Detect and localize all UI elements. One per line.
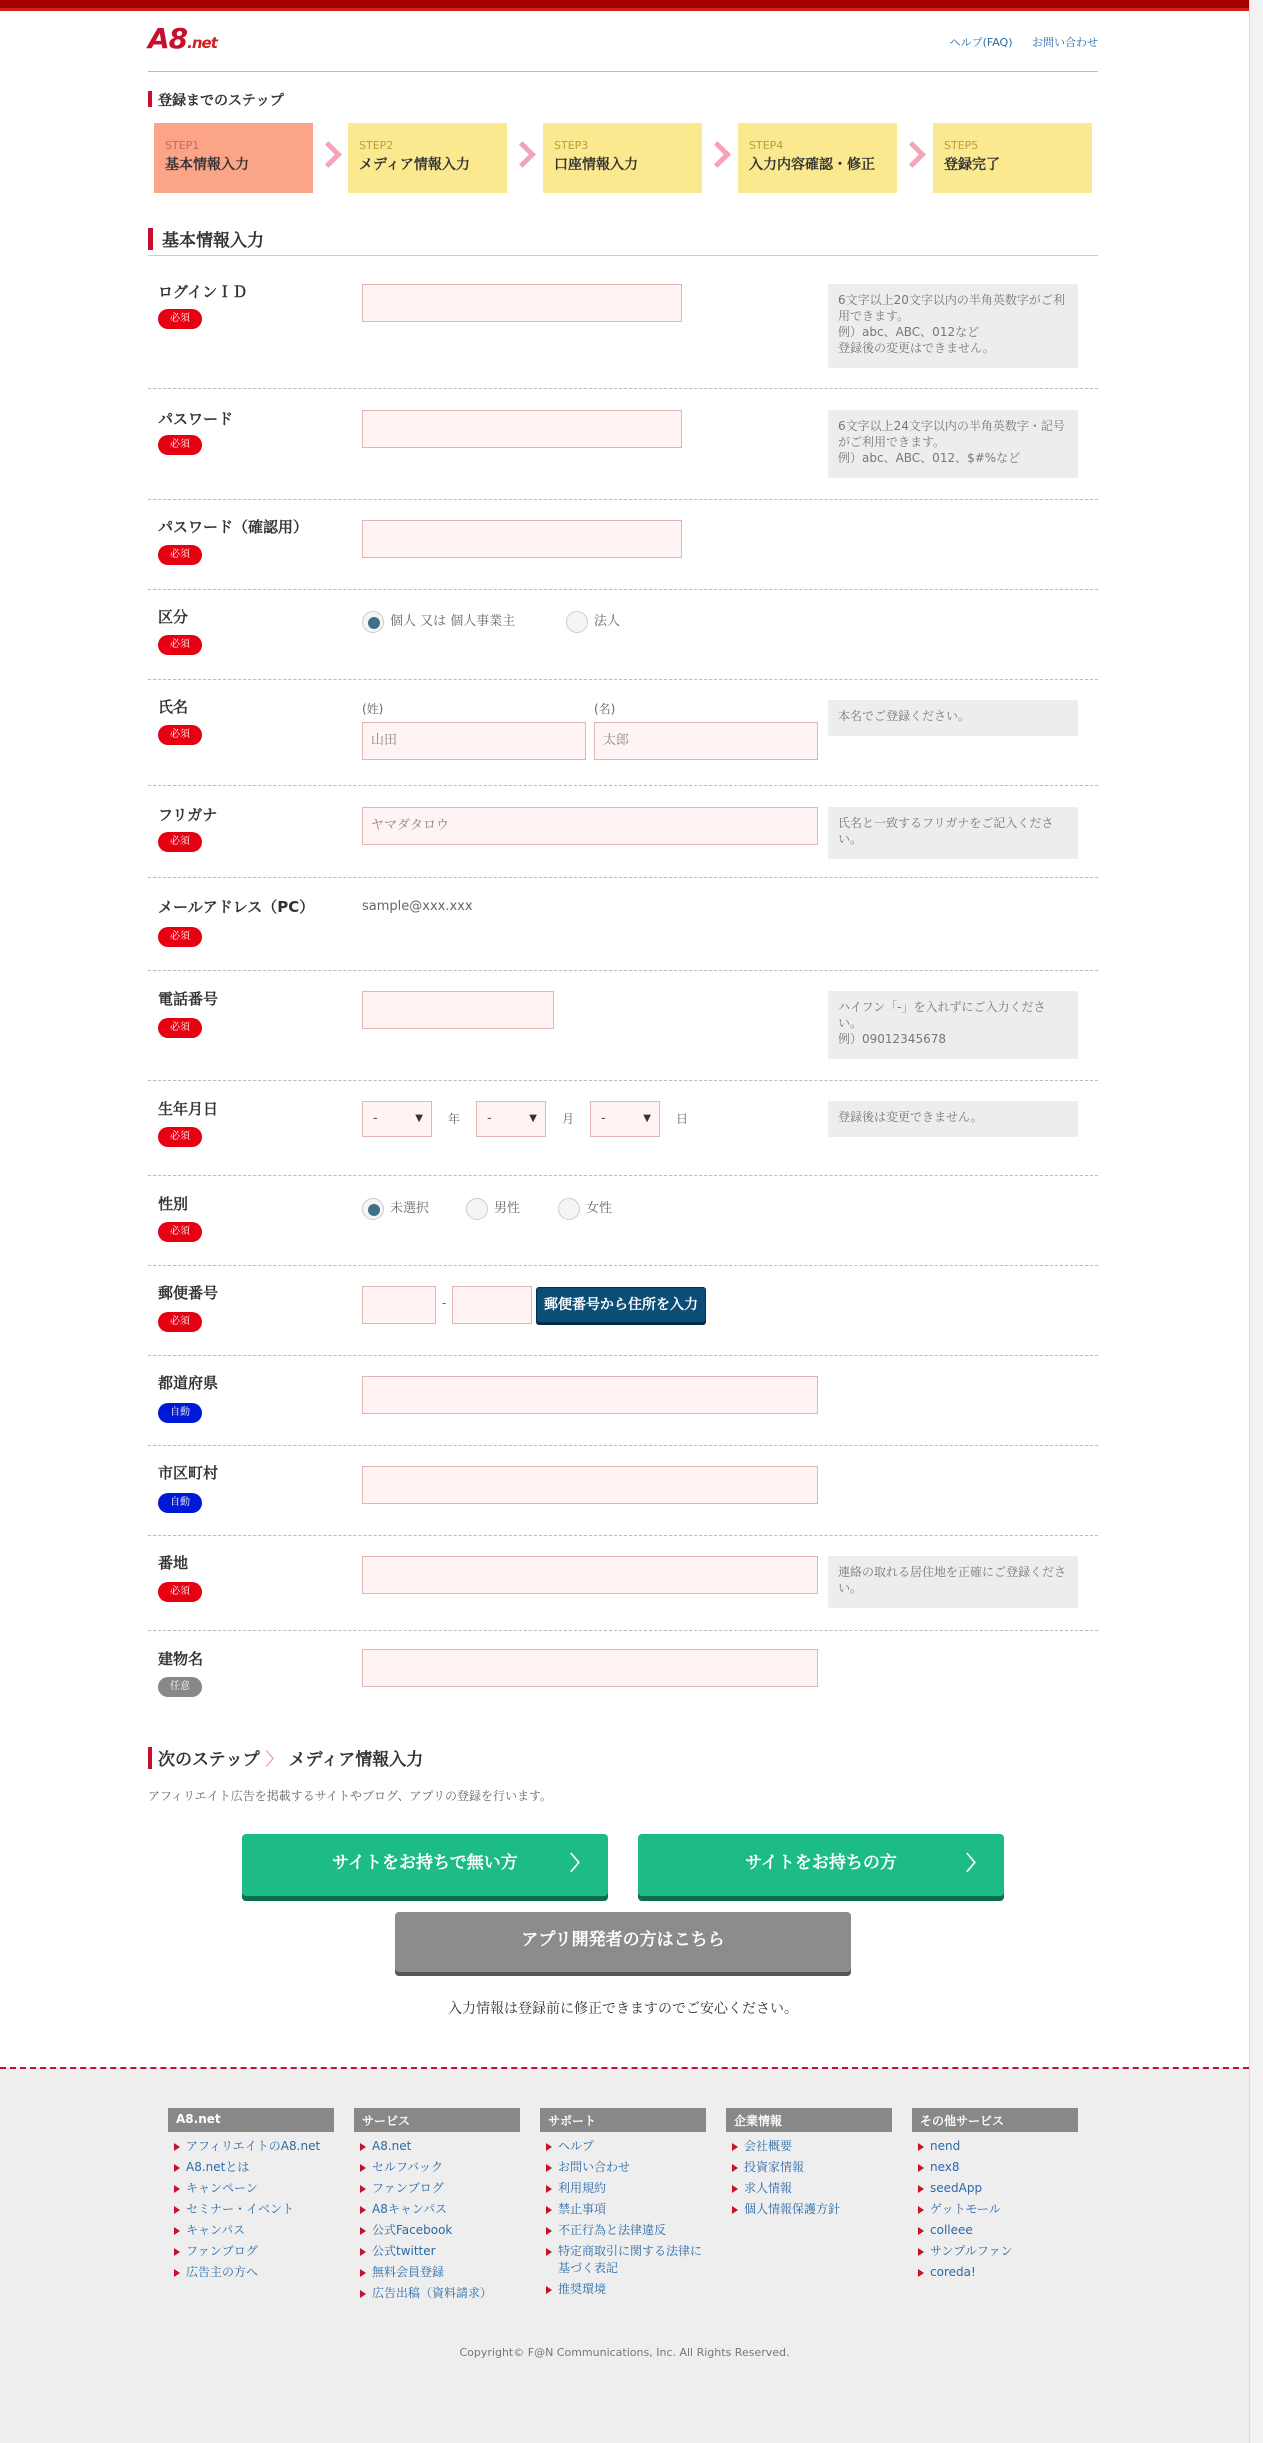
gender-female-radio[interactable] [558, 1197, 612, 1220]
required-badge: 必須 [158, 545, 202, 565]
login-id-label: ログインＩＤ [158, 283, 248, 301]
furigana-row [148, 786, 1098, 878]
zip-lookup-button[interactable]: 郵便番号から住所を入力 [536, 1287, 706, 1323]
footer-link[interactable]: 個人情報保護方針 [726, 2199, 892, 2220]
help-link[interactable]: ヘルプ(FAQ) [949, 36, 1013, 49]
birth-day-select[interactable]: - ▼ [590, 1101, 660, 1137]
footer-col-title: その他サービス [912, 2108, 1078, 2132]
city-label: 市区町村 [158, 1464, 219, 1482]
birthdate-row [148, 1081, 1098, 1176]
logo-text: A8 [148, 22, 188, 55]
required-badge: 必須 [158, 309, 202, 329]
footer-link[interactable]: 特定商取引に関する法律に基づく表記 [540, 2241, 706, 2279]
footer-link[interactable]: セミナー・イベント [168, 2199, 334, 2220]
birth-month-select[interactable]: - ▼ [476, 1101, 546, 1137]
furigana-note: 氏名と一致するフリガナをご記入ください。 [828, 807, 1078, 859]
name-label: 氏名 [158, 698, 189, 716]
top-bar [0, 0, 1263, 11]
next-step-heading [148, 1745, 423, 1770]
footer-col-other-services [912, 2108, 1078, 2283]
password-label: パスワード [158, 410, 234, 428]
required-badge: 必須 [158, 1018, 202, 1038]
footer-link[interactable]: 投資家情報 [726, 2157, 892, 2178]
footer-col-support [540, 2108, 706, 2300]
type-individual-radio[interactable] [362, 610, 515, 633]
city-row [148, 1446, 1098, 1536]
day-unit: 日 [676, 1112, 689, 1126]
radio-label: 個人 又は 個人事業主 [390, 614, 516, 629]
building-label: 建物名 [158, 1650, 204, 1668]
a8net-logo[interactable] [148, 22, 217, 55]
step-label: 入力内容確認・修正 [749, 157, 875, 173]
button-label: サイトをお持ちで無い方 [332, 1853, 518, 1873]
footer-link[interactable]: 公式twitter [354, 2241, 520, 2262]
step-2 [348, 123, 507, 193]
building-row [148, 1631, 1098, 1721]
step-5 [933, 123, 1092, 193]
footer-link[interactable]: 禁止事項 [540, 2199, 706, 2220]
prefecture-row [148, 1356, 1098, 1446]
header-divider [148, 71, 1098, 72]
zip-dash: - [442, 1296, 447, 1310]
next-title: メディア情報入力 [288, 1750, 424, 1770]
email-label: メールアドレス（PC） [158, 898, 315, 916]
birthdate-note: 登録後は変更できません。 [828, 1101, 1078, 1137]
furigana-input[interactable]: ヤマダタロウ [362, 807, 818, 845]
building-input[interactable] [362, 1649, 818, 1687]
email-value: sample@xxx.xxx [362, 899, 473, 914]
required-badge: 必須 [158, 1582, 202, 1602]
footer-col-title: サービス [354, 2108, 520, 2132]
last-name-sublabel: (姓) [362, 702, 384, 716]
gender-label: 性別 [158, 1195, 189, 1213]
required-badge: 必須 [158, 635, 202, 655]
footer [0, 2067, 1249, 2443]
auto-badge: 自動 [158, 1493, 202, 1513]
first-name-sublabel: (名) [594, 702, 616, 716]
phone-label: 電話番号 [158, 990, 219, 1008]
radio-icon [566, 611, 588, 633]
step-num: STEP4 [749, 139, 784, 152]
required-badge: 必須 [158, 725, 202, 745]
year-unit: 年 [448, 1112, 461, 1126]
footer-col-company [726, 2108, 892, 2220]
footer-link[interactable]: A8キャンパス [354, 2199, 520, 2220]
gender-male-radio[interactable] [466, 1197, 520, 1220]
first-name-input[interactable]: 太郎 [594, 722, 818, 760]
footer-link[interactable]: 公式Facebook [354, 2220, 520, 2241]
optional-badge: 任意 [158, 1677, 202, 1697]
footer-link[interactable]: 不正行為と法律違反 [540, 2220, 706, 2241]
footer-link[interactable]: 無料会員登録 [354, 2262, 520, 2283]
password-row [148, 389, 1098, 500]
step-4 [738, 123, 897, 193]
form-title: 基本情報入力 [148, 226, 1098, 256]
birth-year-select[interactable]: - ▼ [362, 1101, 432, 1137]
type-row [148, 590, 1098, 680]
birthdate-label: 生年月日 [158, 1100, 219, 1118]
logo-suffix: .net [187, 34, 217, 52]
step-label: 口座情報入力 [554, 157, 638, 173]
footer-link[interactable]: キャンペーン [168, 2178, 334, 2199]
footer-link[interactable]: coreda! [912, 2262, 1078, 2283]
footer-link[interactable]: ゲットモール [912, 2199, 1078, 2220]
footer-link[interactable]: colleee [912, 2220, 1078, 2241]
radio-selected-icon [362, 1198, 384, 1220]
footer-link[interactable]: nex8 [912, 2157, 1078, 2178]
footer-link[interactable]: アフィリエイトのA8.net [168, 2136, 334, 2157]
footer-col-title: A8.net [168, 2108, 334, 2132]
footer-link[interactable]: 広告主の方へ [168, 2262, 334, 2283]
zip-row [148, 1266, 1098, 1356]
footer-col-title: 企業情報 [726, 2108, 892, 2132]
footer-link[interactable]: サンプルファン [912, 2241, 1078, 2262]
type-corporation-radio[interactable] [566, 610, 620, 633]
footer-link[interactable]: 推奨環境 [540, 2279, 706, 2300]
address-input[interactable] [362, 1556, 818, 1594]
month-unit: 月 [562, 1112, 575, 1126]
footer-link[interactable]: 会社概要 [726, 2136, 892, 2157]
step-label: 基本情報入力 [165, 157, 249, 173]
gender-unselected-radio[interactable] [362, 1197, 429, 1220]
footer-col-a8net [168, 2108, 334, 2283]
reassurance-text: 入力情報は登録前に修正できますのでご安心ください。 [448, 2001, 798, 2017]
footer-link[interactable]: キャンパス [168, 2220, 334, 2241]
app-developer-button[interactable]: アプリ開発者の方はこちら [395, 1912, 851, 1972]
required-badge: 必須 [158, 1312, 202, 1332]
step-3 [543, 123, 702, 193]
step-num: STEP1 [165, 139, 200, 152]
type-label: 区分 [158, 608, 189, 626]
email-row [148, 878, 1098, 971]
step-num: STEP5 [944, 139, 979, 152]
footer-link[interactable]: A8.net [354, 2136, 520, 2157]
footer-link[interactable]: 広告出稿（資料請求） [354, 2283, 520, 2304]
radio-label: 男性 [494, 1201, 521, 1216]
chevron-right-icon: 〉 [265, 1750, 283, 1770]
next-step-description: アフィリエイト広告を掲載するサイトやブログ、アプリの登録を行います。 [148, 1789, 553, 1803]
radio-label: 女性 [586, 1201, 613, 1216]
prefecture-input[interactable] [362, 1376, 818, 1414]
phone-note: ハイフン「-」を入れずにご入力ください。 例）09012345678 [828, 991, 1078, 1059]
zip-label: 郵便番号 [158, 1284, 219, 1302]
footer-link[interactable]: ファンブログ [168, 2241, 334, 2262]
required-badge: 必須 [158, 1222, 202, 1242]
steps-heading: 登録までのステップ [148, 90, 284, 110]
chevron-right-icon: 〉 [570, 1851, 590, 1875]
gender-row [148, 1176, 1098, 1266]
footer-link[interactable]: A8.netとは [168, 2157, 334, 2178]
footer-link[interactable]: お問い合わせ [540, 2157, 706, 2178]
footer-link[interactable]: 求人情報 [726, 2178, 892, 2199]
zip-second-input[interactable] [452, 1286, 532, 1324]
required-badge: 必須 [158, 832, 202, 852]
step-progress [154, 123, 1094, 193]
footer-link[interactable]: ヘルプ [540, 2136, 706, 2157]
login-id-note: 6文字以上20文字以内の半角英数字がご利用できます。 例）abc、ABC、012など 登録後の変更はできません。 [828, 284, 1078, 368]
password-confirm-label: パスワード（確認用） [158, 518, 309, 536]
radio-icon [466, 1198, 488, 1220]
footer-link[interactable]: nend [912, 2136, 1078, 2157]
scrollbar[interactable] [1249, 0, 1263, 2443]
required-badge: 必須 [158, 1127, 202, 1147]
footer-link[interactable]: seedApp [912, 2178, 1078, 2199]
required-badge: 必須 [158, 927, 202, 947]
footer-link[interactable]: ファンブログ [354, 2178, 520, 2199]
footer-link[interactable]: 利用規約 [540, 2178, 706, 2199]
copyright: Copyright© F@N Communications, Inc. All Rights Reserved. [459, 2346, 790, 2359]
login-id-row [148, 252, 1098, 389]
city-input[interactable] [362, 1466, 818, 1504]
step-1 [154, 123, 313, 193]
footer-col-services [354, 2108, 520, 2304]
password-input[interactable] [362, 410, 682, 448]
no-site-button[interactable] [242, 1834, 608, 1896]
step-num: STEP3 [554, 139, 589, 152]
name-row [148, 680, 1098, 786]
button-label: サイトをお持ちの方 [745, 1853, 897, 1873]
radio-label: 法人 [594, 614, 621, 629]
radio-icon [558, 1198, 580, 1220]
header-links [934, 34, 1098, 50]
step-num: STEP2 [359, 139, 394, 152]
prefecture-label: 都道府県 [158, 1374, 219, 1392]
required-badge: 必須 [158, 435, 202, 455]
password-confirm-input[interactable] [362, 520, 682, 558]
password-confirm-row [148, 500, 1098, 590]
radio-selected-icon [362, 611, 384, 633]
contact-link[interactable]: お問い合わせ [1032, 36, 1098, 49]
auto-badge: 自動 [158, 1403, 202, 1423]
furigana-label: フリガナ [158, 806, 218, 824]
address-row [148, 1536, 1098, 1631]
address-note: 連絡の取れる居住地を正確にご登録ください。 [828, 1556, 1078, 1608]
phone-row [148, 971, 1098, 1081]
login-id-input[interactable] [362, 284, 682, 322]
has-site-button[interactable] [638, 1834, 1004, 1896]
zip-first-input[interactable] [362, 1286, 436, 1324]
name-note: 本名でご登録ください。 [828, 700, 1078, 736]
address-label: 番地 [158, 1554, 189, 1572]
phone-input[interactable] [362, 991, 554, 1029]
next-prefix: 次のステップ [158, 1750, 260, 1770]
footer-link[interactable]: セルフバック [354, 2157, 520, 2178]
step-label: メディア情報入力 [359, 157, 470, 173]
footer-col-title: サポート [540, 2108, 706, 2132]
chevron-right-icon: 〉 [966, 1851, 986, 1875]
radio-label: 未選択 [390, 1201, 430, 1216]
password-note: 6文字以上24文字以内の半角英数字・記号がご利用できます。 例）abc、ABC、012、$#%など [828, 410, 1078, 478]
last-name-input[interactable]: 山田 [362, 722, 586, 760]
step-label: 登録完了 [944, 157, 1000, 173]
